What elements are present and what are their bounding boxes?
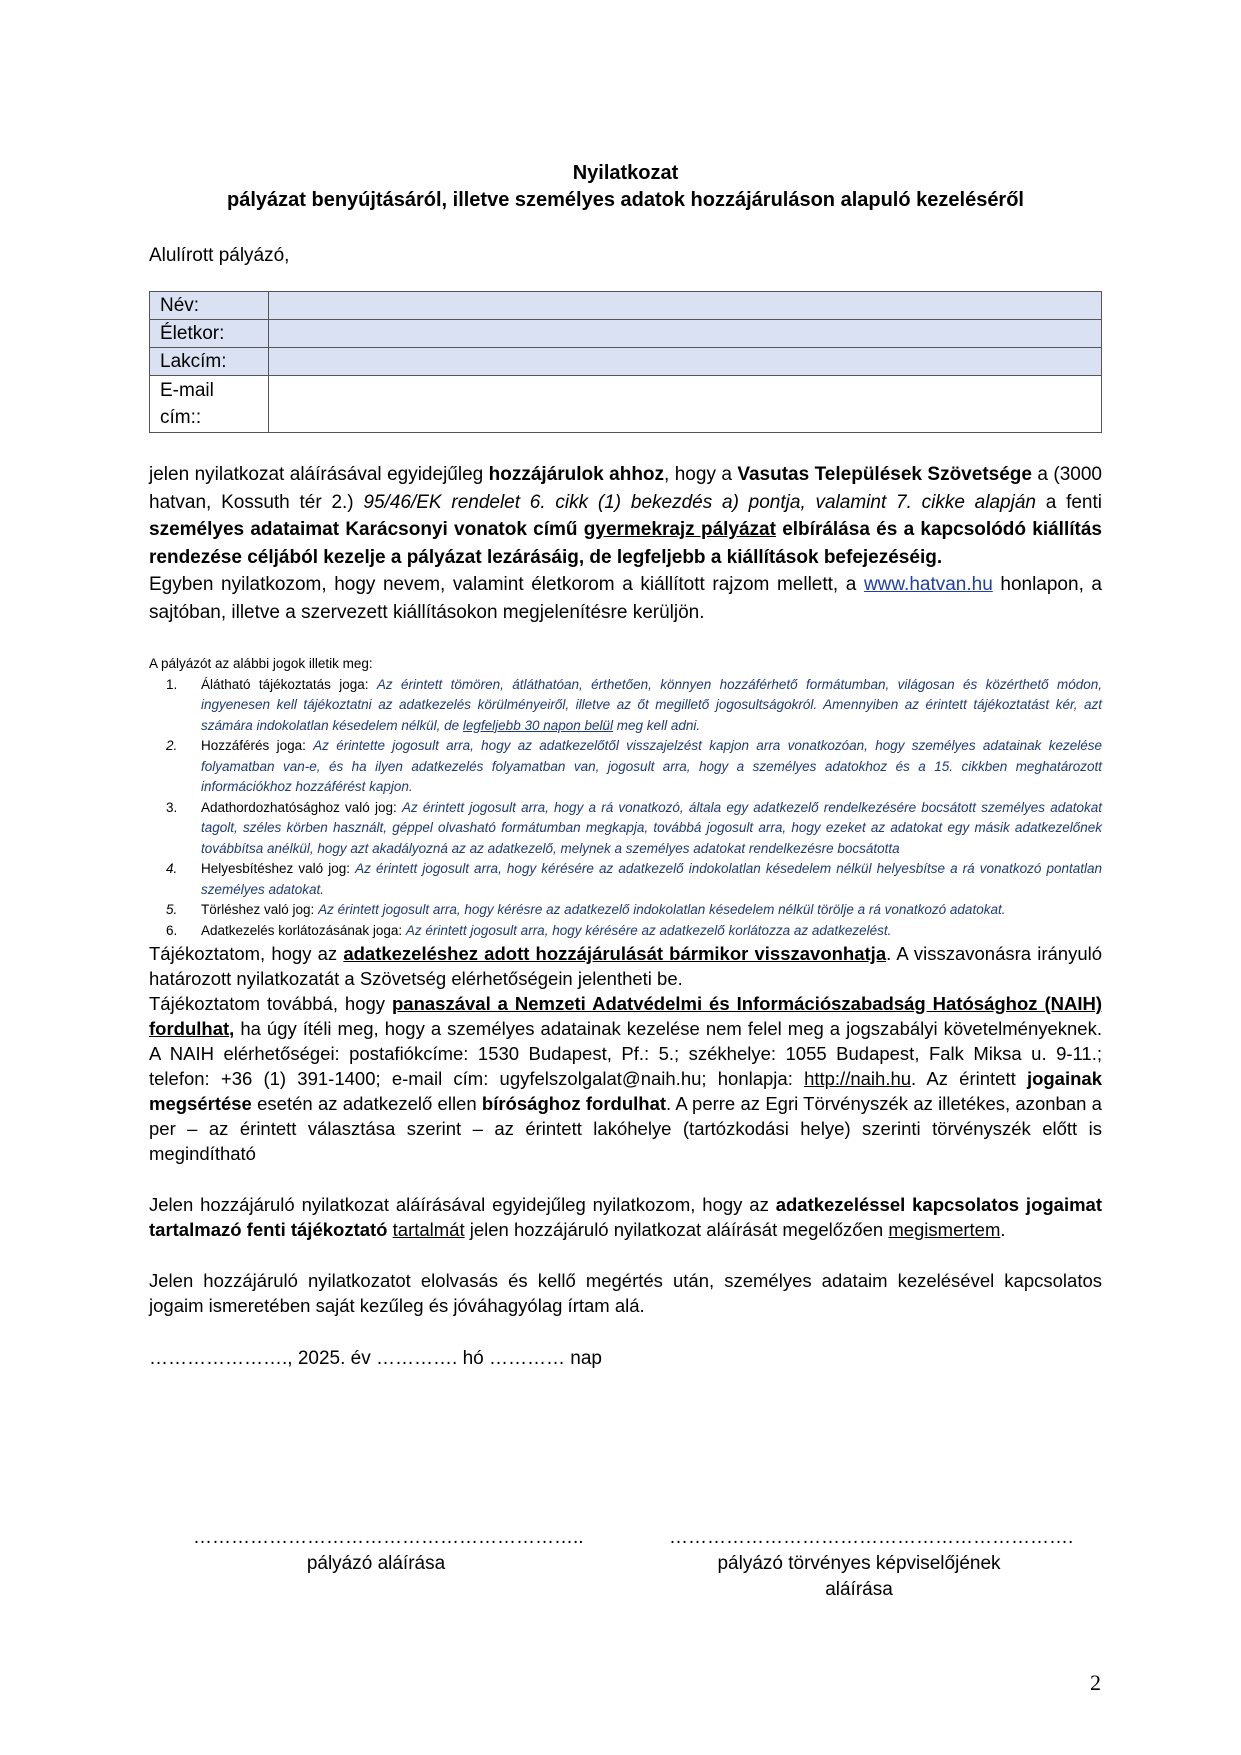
- form-row-address: [150, 348, 1102, 376]
- acknowledgement-paragraph: [149, 1192, 1102, 1242]
- form-row-email: [150, 376, 1102, 433]
- consent-text: a (3000 hatvan, Kossuth tér 2.): [149, 464, 1102, 513]
- guardian-signature: [669, 1525, 1074, 1603]
- name-label: Név:: [150, 292, 269, 320]
- name-field[interactable]: [269, 292, 1102, 320]
- signature-label: aláírása: [825, 1579, 893, 1600]
- naih-text: Tájékoztatom továbbá, hogy: [149, 993, 392, 1014]
- naih-text: . Az érintett: [911, 1068, 1027, 1089]
- hatvan-link[interactable]: www.hatvan.hu: [863, 574, 993, 595]
- signature-line[interactable]: ……………………………………………………..: [193, 1527, 584, 1548]
- right-description: Az érintette jogosult arra, hogy az adatkezelőtől visszajelzést kapjon arra vonatkozóan, hogy személyes adatainak kezelése folyamatban van-e, és ha ilyen adatkezelés folyamatban van, jogosult arra, hogy a személyes adatokhoz és a 15. cikkben meghatározott információkhoz hozzáférést kapjon.: [201, 738, 1102, 794]
- age-label: Életkor:: [150, 320, 269, 348]
- right-title: Adatkezelés korlátozásának joga:: [201, 922, 406, 938]
- contest-name: gyermekrajz pályázat: [583, 519, 776, 540]
- revoke-paragraph: [149, 941, 1102, 991]
- publication-text: Egyben nyilatkozom, hogy nevem, valamint életkorom a kiállított rajzom mellett, a: [149, 574, 864, 595]
- list-item: [149, 798, 1102, 860]
- intro-text: Alulírott pályázó,: [149, 245, 290, 266]
- right-description: Az érintett jogosult arra, hogy kérésre az adatkezelő indokolatlan késedelem nélkül törölje a rá vonatkozó adatokat.: [318, 902, 1006, 917]
- right-title: Álátható tájékoztatás joga:: [201, 676, 377, 692]
- applicant-form: [149, 291, 1102, 433]
- consent-text: , hogy a: [664, 464, 738, 485]
- right-title: Törléshez való jog:: [201, 902, 319, 917]
- list-number: 2.: [166, 738, 178, 753]
- naih-emphasis: panaszával a Nemzeti Adatvédelmi és Információszabadság Hatósághoz (NAIH) fordulhat,: [149, 993, 1103, 1039]
- consent-text: jelen nyilatkozat aláírásával egyidejűleg: [149, 464, 489, 485]
- right-description-underlined: legfeljebb 30 napon belül: [462, 717, 614, 733]
- signature-area: [149, 1525, 1102, 1625]
- signature-line[interactable]: ……………………………………………………….: [669, 1527, 1074, 1548]
- email-label-line-2: cím::: [160, 407, 202, 428]
- list-item: [149, 859, 1102, 900]
- email-field[interactable]: [269, 376, 1102, 433]
- list-number: 1.: [166, 676, 178, 692]
- consent-bold: hozzájárulok ahhoz: [488, 464, 665, 485]
- list-number: 6.: [166, 922, 178, 938]
- naih-text: esetén az adatkezelő ellen: [251, 1093, 482, 1114]
- email-label-line-1: E-mail: [160, 380, 214, 401]
- page-number: 2: [1090, 1670, 1101, 1695]
- applicant-signature: [193, 1525, 584, 1577]
- organization-name: Vasutas Települések Szövetsége: [737, 464, 1032, 485]
- rights-heading: A pályázót az alábbi jogok illetik meg:: [149, 656, 373, 671]
- document-page: [149, 160, 1102, 1370]
- naih-text: ha úgy ítéli meg, hogy a személyes adatainak kezelése nem felel meg a jogszabályi követelményeknek. A NAIH elérhetőségei: postafiókcíme: 1530 Budapest, Pf.: 5.; székhelye: 1055 Budapest, Falk Miksa u. 9-11.; telefon: +36 (1) 391-1400; e-mail cím: ugyfelszolgalat@naih.hu; honlapja:: [149, 1018, 1102, 1089]
- ack-text: Jelen hozzájáruló nyilatkozat aláírásával egyidejűleg nyilatkozom, hogy az: [149, 1194, 776, 1215]
- form-row-name: [150, 292, 1102, 320]
- right-title: Hozzáférés joga:: [201, 738, 314, 753]
- naih-text: . A perre az Egri Törvényszék az illetékes, azonban a per – az érintett választása szerint – az érintett lakóhelye (tartózkodási helye) szerinti törvényszék előtt is megindítható: [149, 1093, 1102, 1164]
- signature-label: pályázó aláírása: [306, 1553, 446, 1574]
- ack-underlined: tartalmát: [392, 1219, 465, 1240]
- final-paragraph: Jelen hozzájáruló nyilatkozatot elolvasás és kellő megértés után, személyes adataim kezelésével kapcsolatos jogaim ismeretében saját kezűleg és jóváhagyólag írtam alá.: [149, 1270, 1102, 1316]
- form-row-age: [150, 320, 1102, 348]
- list-item: [149, 675, 1102, 737]
- right-description: meg kell adni.: [613, 717, 701, 733]
- right-description: Az érintett jogosult arra, hogy kérésére az adatkezelő korlátozza az adatkezelést.: [405, 922, 892, 938]
- list-item: [149, 736, 1102, 798]
- ack-text: .: [1000, 1219, 1006, 1240]
- regulation-reference: 95/46/EK rendelet 6. cikk (1) bekezdés a) pontja, valamint 7. cikke alapján: [363, 491, 1036, 513]
- ack-emphasis: adatkezeléssel kapcsolatos jogaimat tartalmazó fenti tájékoztató: [149, 1194, 1103, 1240]
- right-title: Adathordozhatósághoz való jog:: [201, 799, 402, 815]
- publication-text: honlapon, a sajtóban, illetve a szervezett kiállításokon megjelenítésre kerüljön.: [149, 574, 1103, 623]
- list-item: [149, 900, 1102, 921]
- rights-list: [149, 675, 1102, 942]
- consent-bold: elbírálása és a kapcsolódó kiállítás rendezése céljából kezelje a pályázat lezárásáig, de legfeljebb a kiállítások befejezéséig.: [149, 519, 1102, 568]
- age-field[interactable]: [269, 320, 1102, 348]
- right-description: Az érintett jogosult arra, hogy kérésére az adatkezelő indokolatlan késedelem nélkül helyesbítse a rá vonatkozó pontatlan személyes adatokat.: [201, 861, 1102, 897]
- naih-paragraph: [149, 991, 1102, 1166]
- list-number: 5.: [166, 902, 178, 917]
- address-field[interactable]: [269, 348, 1102, 376]
- right-description: Az érintett jogosult arra, hogy a rá vonatkozó, általa egy adatkezelő rendelkezésére bocsátott személyes adatokat tagolt, széles körben használt, géppel olvasható formátumban megkapja, továbbá jogosult arra, hogy ezeket az adatokat egy másik adatkezelőnek továbbítsa anélkül, hogy azt akadályozná az az adatkezelő, melynek a személyes adatokat rendelkezésre bocsátotta: [201, 799, 1102, 856]
- revoke-text: . A visszavonásra irányuló határozott nyilatkozatát a Szövetség elérhetőségein jelentheti be.: [149, 943, 1103, 989]
- naih-emphasis: bírósághoz fordulhat: [481, 1093, 667, 1114]
- date-line[interactable]: …………………., 2025. év …………. hó ………… nap: [149, 1348, 602, 1369]
- right-title: Helyesbítéshez való jog:: [201, 861, 356, 876]
- signature-label: pályázó törvényes képviselőjének: [717, 1553, 1001, 1574]
- revoke-emphasis: adatkezeléshez adott hozzájárulását bármikor visszavonhatja: [343, 943, 887, 964]
- naih-emphasis: jogainak megsértése: [149, 1068, 1102, 1114]
- address-label: Lakcím:: [150, 348, 269, 376]
- rights-section: [149, 654, 1102, 941]
- ack-underlined: megismertem: [888, 1219, 1001, 1240]
- list-number: 3.: [166, 799, 178, 815]
- document-title: [149, 160, 1102, 214]
- ack-text: jelen hozzájáruló nyilatkozat aláírását megelőzően: [464, 1219, 889, 1240]
- naih-link[interactable]: http://naih.hu: [804, 1068, 912, 1089]
- revoke-text: Tájékoztatom, hogy az: [149, 943, 344, 964]
- title-line-1: Nyilatkozat: [572, 162, 679, 184]
- right-description: Az érintett tömören, átláthatóan, érthetően, könnyen hozzáférhető formátumban, világosan és közérthető módon, ingyenesen kell tájékoztatni az adatkezelés körülményeiről, illetve az őt megillető jogosultságokról. Amennyiben az érintett tájékoztatást kér, azt számára indokolatlan késedelem nélkül, de: [201, 676, 1102, 733]
- consent-text: a fenti: [1035, 491, 1102, 513]
- title-line-2: pályázat benyújtásáról, illetve személyes adatok hozzájáruláson alapuló kezeléséről: [227, 189, 1024, 211]
- list-item: [149, 921, 1102, 942]
- consent-bold: személyes adataimat Karácsonyi vonatok című: [149, 519, 584, 540]
- list-number: 4.: [166, 861, 178, 876]
- email-label: [150, 376, 269, 433]
- consent-paragraph: [149, 461, 1102, 626]
